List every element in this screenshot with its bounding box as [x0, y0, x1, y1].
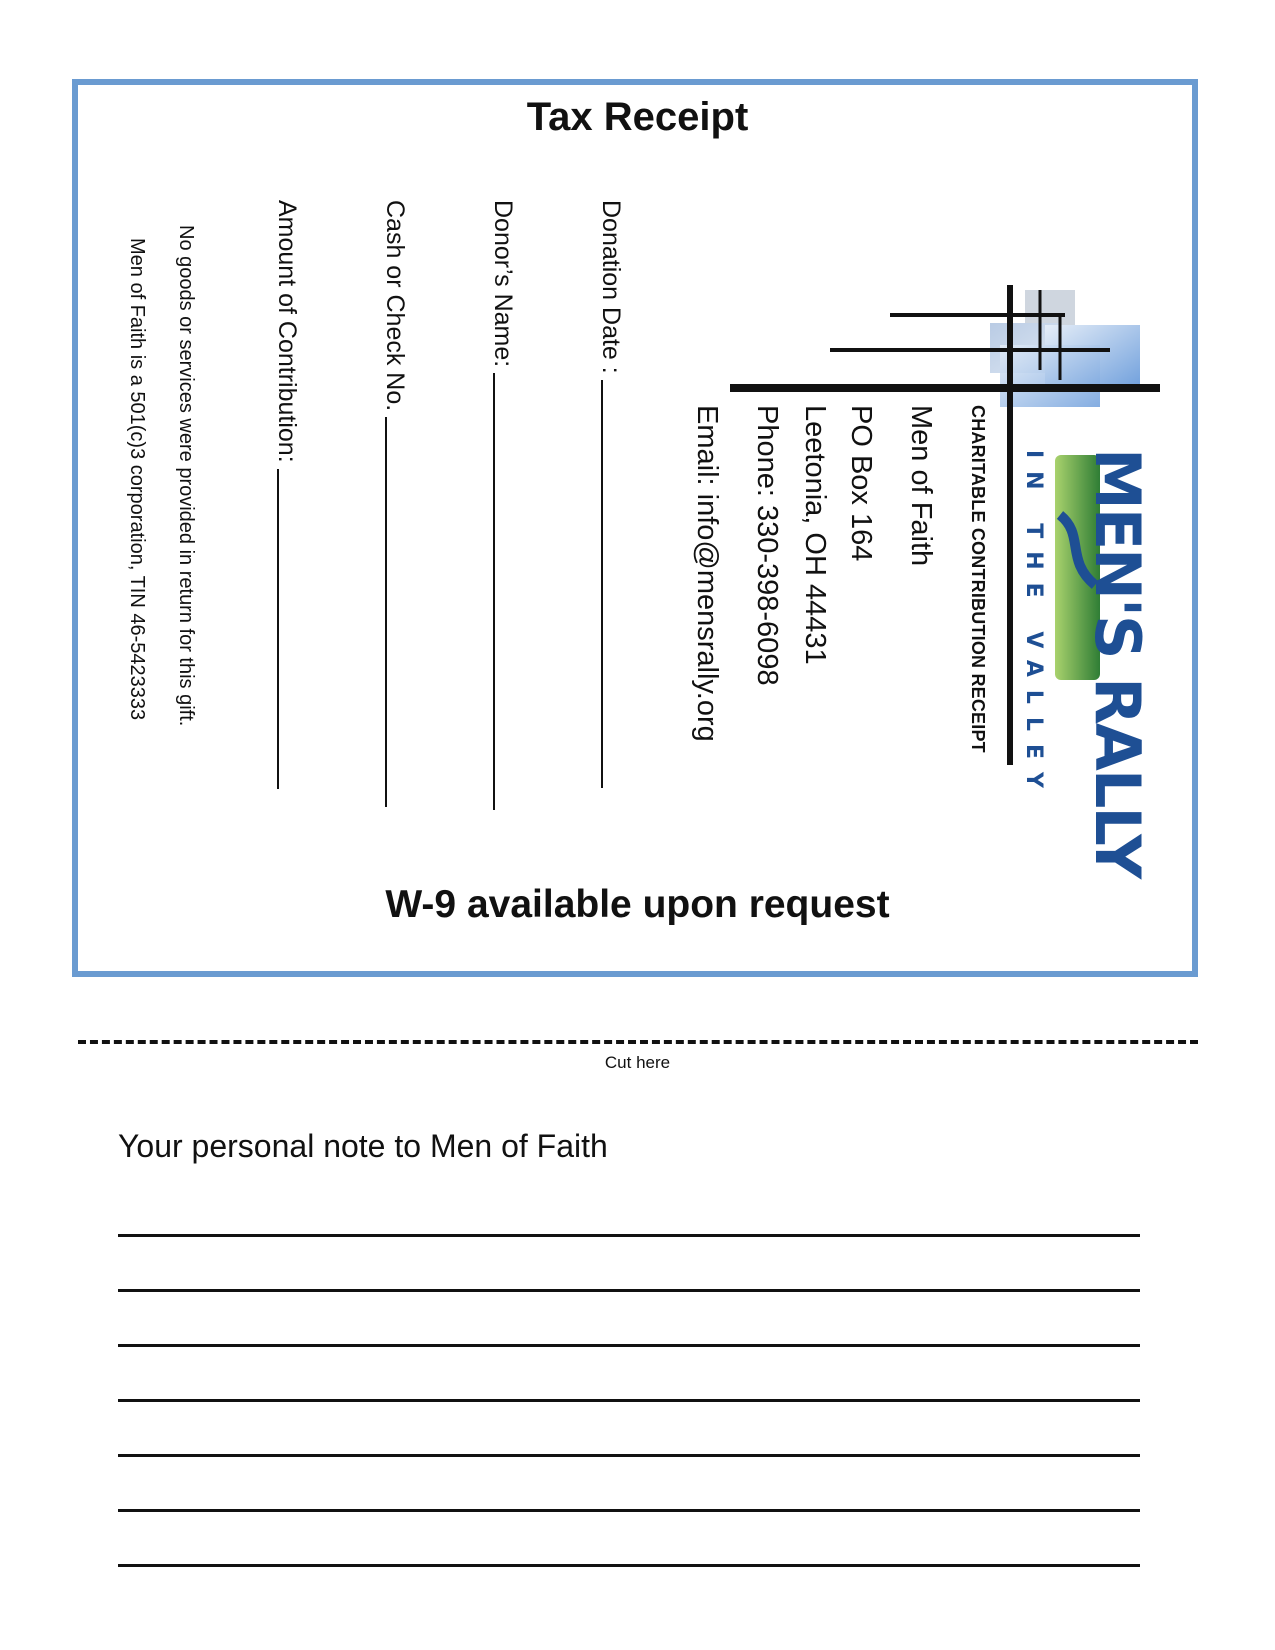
org-po-box: PO Box 164 — [845, 405, 877, 562]
donation-date-label: Donation Date : — [597, 200, 625, 374]
note-line-7[interactable] — [118, 1564, 1140, 1567]
tax-id-note: Men of Faith is a 501(c)3 corporation, TIN 46-5423333 — [126, 238, 148, 721]
note-line-2[interactable] — [118, 1289, 1140, 1292]
receipt-title: Tax Receipt — [526, 95, 749, 139]
cash-check-label: Cash or Check No. — [381, 200, 409, 412]
org-phone: Phone: 330-398-6098 — [751, 405, 783, 686]
donor-name-line[interactable] — [493, 373, 495, 810]
amount-line[interactable] — [277, 469, 279, 789]
donation-date-line[interactable] — [601, 380, 603, 788]
cut-dashed-line — [78, 1040, 1198, 1044]
cut-here-label: Cut here — [604, 1053, 671, 1072]
w9-notice: W-9 available upon request — [385, 883, 890, 926]
cash-check-field[interactable] — [380, 200, 409, 807]
amount-label: Amount of Contribution: — [273, 200, 301, 463]
note-line-3[interactable] — [118, 1344, 1140, 1347]
logo-mens-rally-text: MEN'S RALLY — [1081, 448, 1154, 878]
note-line-1[interactable] — [118, 1234, 1140, 1237]
cash-check-line[interactable] — [385, 417, 387, 807]
charitable-receipt-header: CHARITABLE CONTRIBUTION RECEIPT — [968, 405, 988, 753]
donation-date-field[interactable] — [596, 200, 625, 788]
org-name: Men of Faith — [905, 405, 937, 567]
note-line-4[interactable] — [118, 1399, 1140, 1402]
personal-note-title: Your personal note to Men of Faith — [118, 1128, 608, 1164]
note-line-5[interactable] — [118, 1454, 1140, 1457]
note-line-6[interactable] — [118, 1509, 1140, 1512]
donor-name-field[interactable] — [488, 200, 517, 810]
amount-field[interactable] — [272, 200, 301, 789]
logo-in-the-valley-text: IN THE VALLEY — [1021, 450, 1046, 801]
donor-name-label: Donor’s Name: — [489, 200, 517, 368]
org-email: Email: info@mensrally.org — [691, 405, 723, 742]
org-city-state-zip: Leetonia, OH 44431 — [799, 405, 831, 665]
disclaimer-text: No goods or services were provided in return for this gift. — [175, 225, 197, 727]
